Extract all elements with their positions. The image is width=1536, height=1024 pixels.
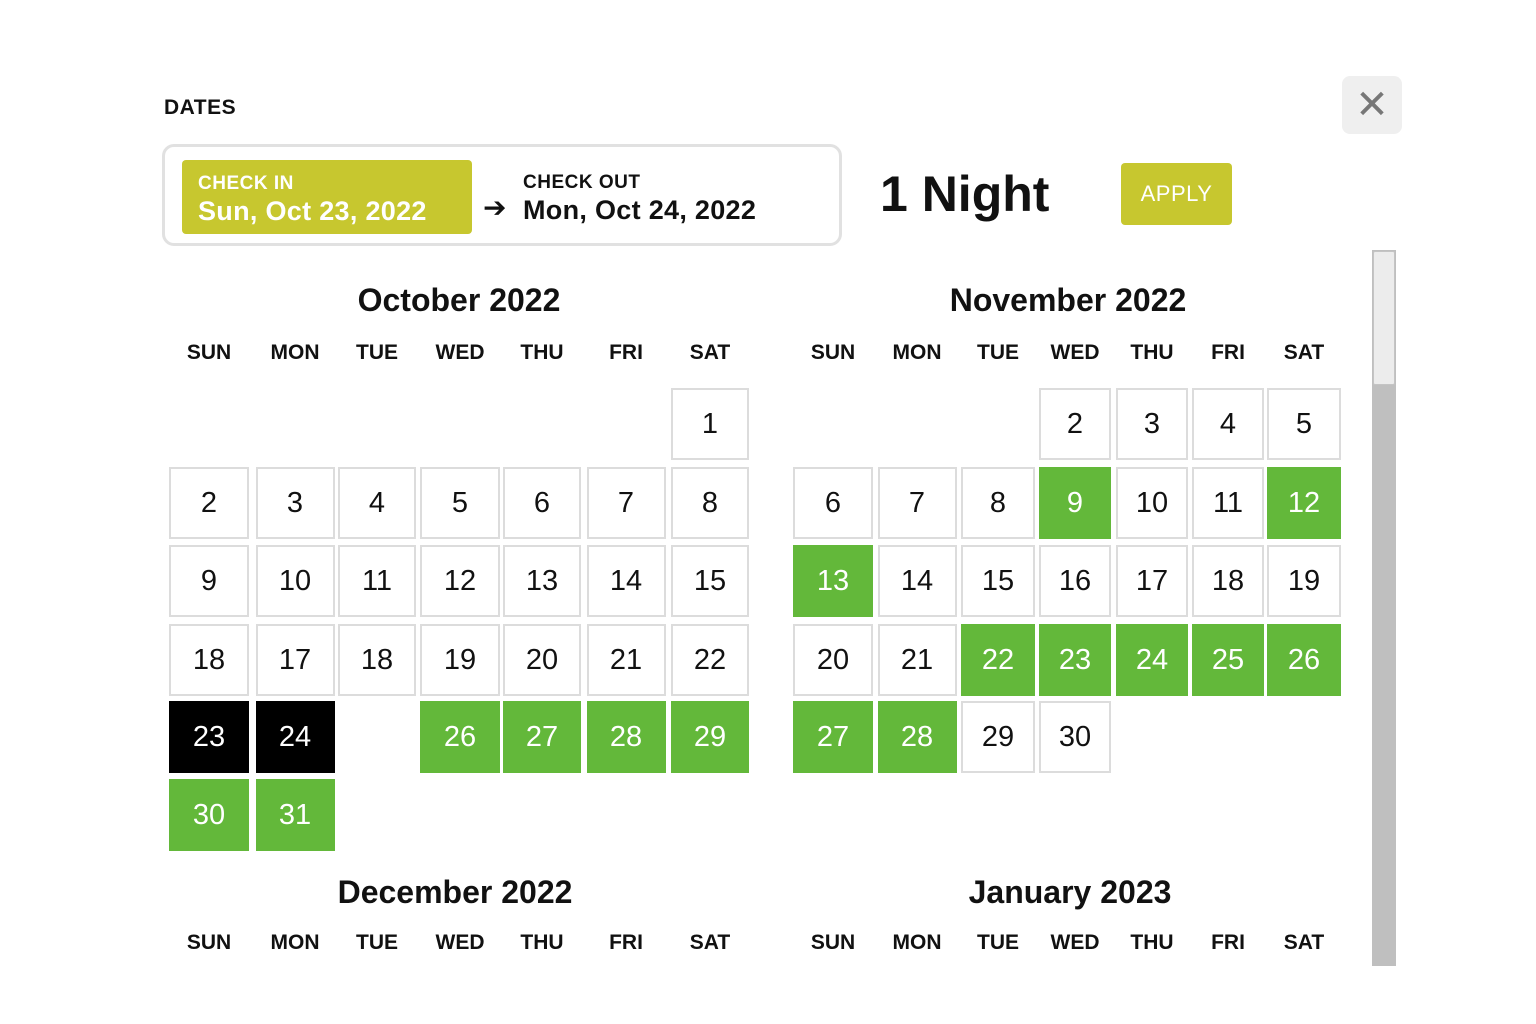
check-out-value: Mon, Oct 24, 2022 — [523, 195, 757, 225]
month-title: January 2023 — [968, 874, 1172, 910]
weekday-header-wed: WED — [435, 341, 485, 364]
calendar-day[interactable]: 13 — [793, 545, 873, 617]
weekday-header-mon: MON — [270, 931, 320, 954]
calendar-day[interactable]: 3 — [256, 467, 335, 539]
close-button[interactable] — [1342, 76, 1402, 134]
calendar-day[interactable]: 29 — [671, 701, 749, 773]
date-range-box — [162, 144, 842, 246]
calendar-day[interactable]: 27 — [503, 701, 581, 773]
calendar-day[interactable]: 2 — [1039, 388, 1111, 460]
arrow-right-icon: ➔ — [483, 192, 507, 223]
calendar-day[interactable]: 5 — [1267, 388, 1341, 460]
weekday-header-thu: THU — [520, 931, 564, 954]
check-in-value: Sun, Oct 23, 2022 — [198, 196, 427, 226]
calendar-day[interactable]: 26 — [1267, 624, 1341, 696]
calendar-day[interactable]: 11 — [338, 545, 416, 617]
check-out-label: CHECK OUT — [523, 172, 641, 193]
nights-count: 1 Night — [880, 166, 1050, 222]
weekday-header-mon: MON — [892, 341, 942, 364]
weekday-header-sun: SUN — [186, 931, 232, 954]
calendar-day[interactable]: 15 — [671, 545, 749, 617]
calendar-day[interactable]: 27 — [793, 701, 873, 773]
weekday-header-tue: TUE — [356, 341, 398, 364]
weekday-header-fri: FRI — [609, 341, 643, 364]
calendar-day[interactable]: 12 — [420, 545, 500, 617]
weekday-header-fri: FRI — [1211, 931, 1245, 954]
weekday-header-thu: THU — [520, 341, 564, 364]
weekday-header-sun: SUN — [810, 341, 856, 364]
weekday-header-thu: THU — [1130, 341, 1174, 364]
weekday-header-sun: SUN — [810, 931, 856, 954]
calendar-day[interactable]: 19 — [420, 624, 500, 696]
calendar-day[interactable]: 7 — [878, 467, 957, 539]
calendar-day[interactable]: 18 — [1192, 545, 1264, 617]
calendar-day[interactable]: 13 — [503, 545, 581, 617]
calendar-day[interactable]: 7 — [587, 467, 666, 539]
calendar-day[interactable]: 31 — [256, 779, 335, 851]
weekday-header-thu: THU — [1130, 931, 1174, 954]
calendar-day[interactable]: 8 — [671, 467, 749, 539]
calendar-day[interactable]: 9 — [1039, 467, 1111, 539]
weekday-header-mon: MON — [270, 341, 320, 364]
scrollbar-thumb[interactable] — [1373, 251, 1395, 385]
calendar-day[interactable]: 10 — [256, 545, 335, 617]
calendar-day[interactable]: 21 — [878, 624, 957, 696]
weekday-header-sun: SUN — [186, 341, 232, 364]
check-in-label: CHECK IN — [198, 173, 294, 194]
weekday-header-wed: WED — [435, 931, 485, 954]
calendar-day[interactable]: 18 — [169, 624, 249, 696]
calendar-day[interactable]: 15 — [961, 545, 1035, 617]
calendar-day[interactable]: 4 — [1192, 388, 1264, 460]
calendar-day[interactable]: 30 — [1039, 701, 1111, 773]
calendar-day[interactable]: 17 — [1116, 545, 1188, 617]
calendar-day[interactable]: 3 — [1116, 388, 1188, 460]
weekday-header-mon: MON — [892, 931, 942, 954]
calendar-day[interactable]: 21 — [587, 624, 666, 696]
calendar-day[interactable]: 9 — [169, 545, 249, 617]
dates-label: DATES — [164, 96, 237, 119]
calendar-day[interactable]: 23 — [169, 701, 249, 773]
calendar-day[interactable]: 25 — [1192, 624, 1264, 696]
calendar-day[interactable]: 30 — [169, 779, 249, 851]
calendar-day[interactable]: 19 — [1267, 545, 1341, 617]
calendar-day[interactable]: 23 — [1039, 624, 1111, 696]
calendar-day[interactable]: 14 — [878, 545, 957, 617]
calendar-scrollbar[interactable] — [1372, 250, 1396, 966]
calendar-day[interactable]: 14 — [587, 545, 666, 617]
calendar-day[interactable]: 20 — [793, 624, 873, 696]
weekday-header-sat: SAT — [1283, 341, 1325, 364]
calendar-day[interactable]: 10 — [1116, 467, 1188, 539]
weekday-header-sat: SAT — [689, 341, 731, 364]
calendar-day[interactable]: 22 — [961, 624, 1035, 696]
calendar-day[interactable]: 22 — [671, 624, 749, 696]
month-title: October 2022 — [357, 282, 561, 318]
calendar-day[interactable]: 12 — [1267, 467, 1341, 539]
calendar-day[interactable]: 28 — [587, 701, 666, 773]
weekday-header-wed: WED — [1050, 341, 1100, 364]
calendar-day[interactable]: 8 — [961, 467, 1035, 539]
check-out-field[interactable] — [523, 160, 823, 234]
calendar-day[interactable]: 4 — [338, 467, 416, 539]
calendar-day[interactable]: 24 — [256, 701, 335, 773]
calendar-day[interactable]: 26 — [420, 701, 500, 773]
calendar-day[interactable]: 11 — [1192, 467, 1264, 539]
calendar-day[interactable]: 2 — [169, 467, 249, 539]
calendar-day[interactable]: 18 — [338, 624, 416, 696]
calendar-day[interactable]: 6 — [503, 467, 581, 539]
calendar-day[interactable]: 28 — [878, 701, 957, 773]
check-in-field[interactable] — [182, 160, 472, 234]
weekday-header-tue: TUE — [977, 341, 1019, 364]
weekday-header-tue: TUE — [977, 931, 1019, 954]
apply-button[interactable]: APPLY — [1121, 163, 1232, 225]
calendar-day[interactable]: 5 — [420, 467, 500, 539]
weekday-header-sat: SAT — [689, 931, 731, 954]
calendar-day[interactable]: 6 — [793, 467, 873, 539]
close-icon: ✕ — [1355, 83, 1389, 127]
weekday-header-fri: FRI — [1211, 341, 1245, 364]
calendar-day[interactable]: 29 — [961, 701, 1035, 773]
weekday-header-fri: FRI — [609, 931, 643, 954]
month-title: November 2022 — [949, 282, 1187, 318]
weekday-header-wed: WED — [1050, 931, 1100, 954]
calendar-day[interactable]: 20 — [503, 624, 581, 696]
weekday-header-sat: SAT — [1283, 931, 1325, 954]
calendar-day[interactable]: 17 — [256, 624, 335, 696]
calendar-day[interactable]: 24 — [1116, 624, 1188, 696]
calendar-day[interactable]: 16 — [1039, 545, 1111, 617]
month-title: December 2022 — [337, 874, 573, 910]
weekday-header-tue: TUE — [356, 931, 398, 954]
calendar-day[interactable]: 1 — [671, 388, 749, 460]
